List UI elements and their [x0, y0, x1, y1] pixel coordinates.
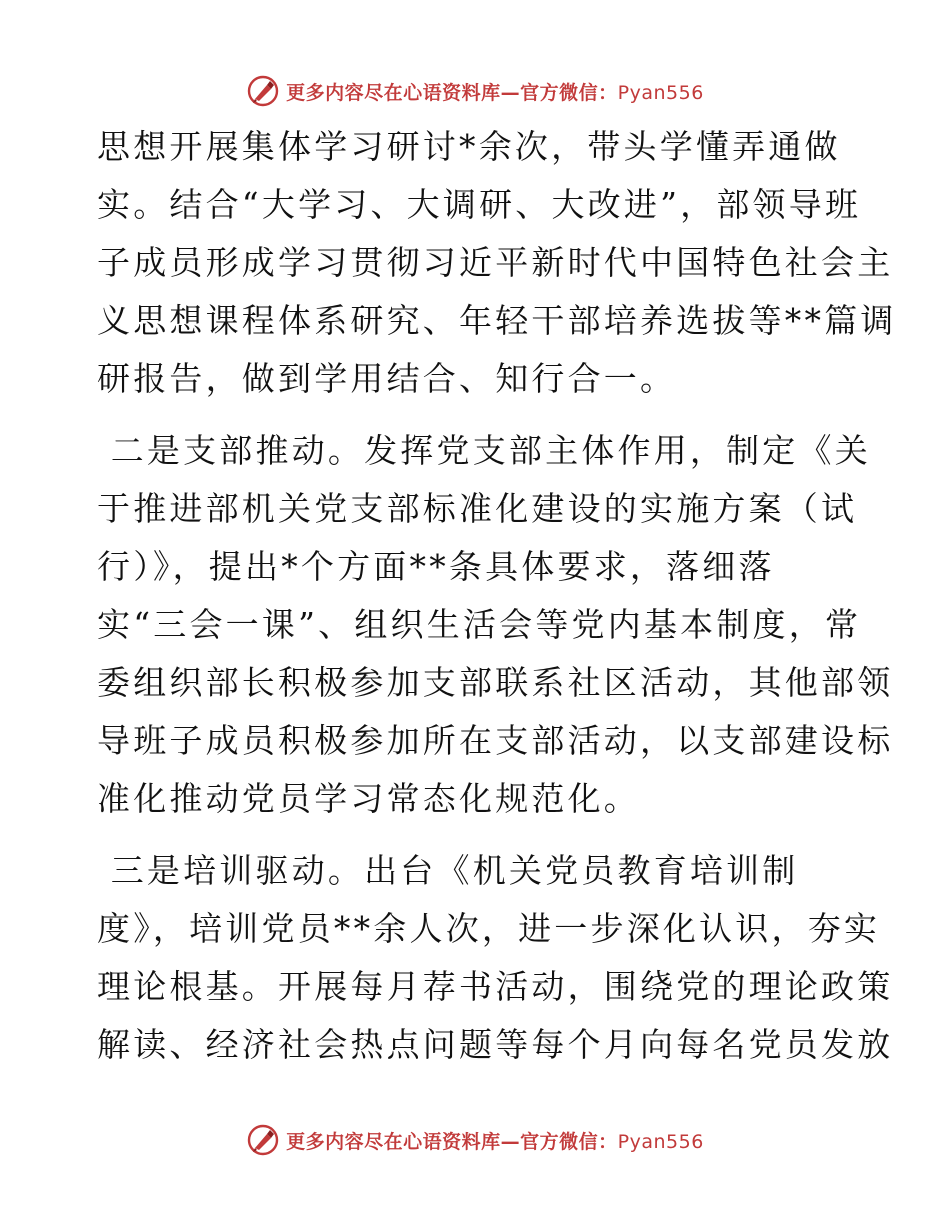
text-line: 导班子成员积极参加所在支部活动，以支部建设标 [97, 721, 894, 760]
text-line: 度》，培训党员**余人次，进一步深化认识，夯实 [97, 909, 881, 948]
header-watermark [0, 71, 950, 111]
document-body [97, 118, 897, 1074]
pen-logo-icon [246, 74, 280, 108]
pen-logo-icon [246, 1123, 280, 1157]
watermark-id: Pyan556 [617, 81, 704, 104]
watermark-text: 更多内容尽在心语资料库—官方微信：Pyan556 [286, 81, 704, 104]
text-line: 于推进部机关党支部标准化建设的实施方案（试 [97, 489, 858, 528]
text-line: 实。结合“大学习、大调研、大改进”，部领导班 [97, 185, 862, 224]
text-line: 实“三会一课”、组织生活会等党内基本制度，常 [97, 605, 862, 644]
text-line: 思想开展集体学习研讨*余次，带头学懂弄通做 [97, 127, 841, 166]
watermark-id: Pyan556 [617, 1130, 704, 1153]
paragraph-1 [97, 118, 897, 408]
text-line: 研报告，做到学用结合、知行合一。 [97, 359, 677, 398]
watermark-text: 更多内容尽在心语资料库—官方微信：Pyan556 [286, 1130, 704, 1153]
text-line: 三是培训驱动。出台《机关党员教育培训制 [97, 851, 799, 890]
text-line: 准化推动党员学习常态化规范化。 [97, 779, 640, 818]
paragraph-3 [97, 842, 894, 1074]
text-line: 解读、经济社会热点问题等每个月向每名党员发放 [97, 1025, 894, 1064]
text-line: 义思想课程体系研究、年轻干部培养选拔等**篇调 [97, 301, 897, 340]
text-line: 委组织部长积极参加支部联系社区活动，其他部领 [97, 663, 894, 702]
text-line: 子成员形成学习贯彻习近平新时代中国特色社会主 [97, 243, 894, 282]
footer-watermark [0, 1120, 950, 1160]
text-line: 行）》，提出*个方面**条具体要求，落细落 [97, 547, 775, 586]
text-line: 理论根基。开展每月荐书活动，围绕党的理论政策 [97, 967, 894, 1006]
text-line: 二是支部推动。发挥党支部主体作用，制定《关 [97, 431, 871, 470]
paragraph-2 [97, 422, 894, 828]
